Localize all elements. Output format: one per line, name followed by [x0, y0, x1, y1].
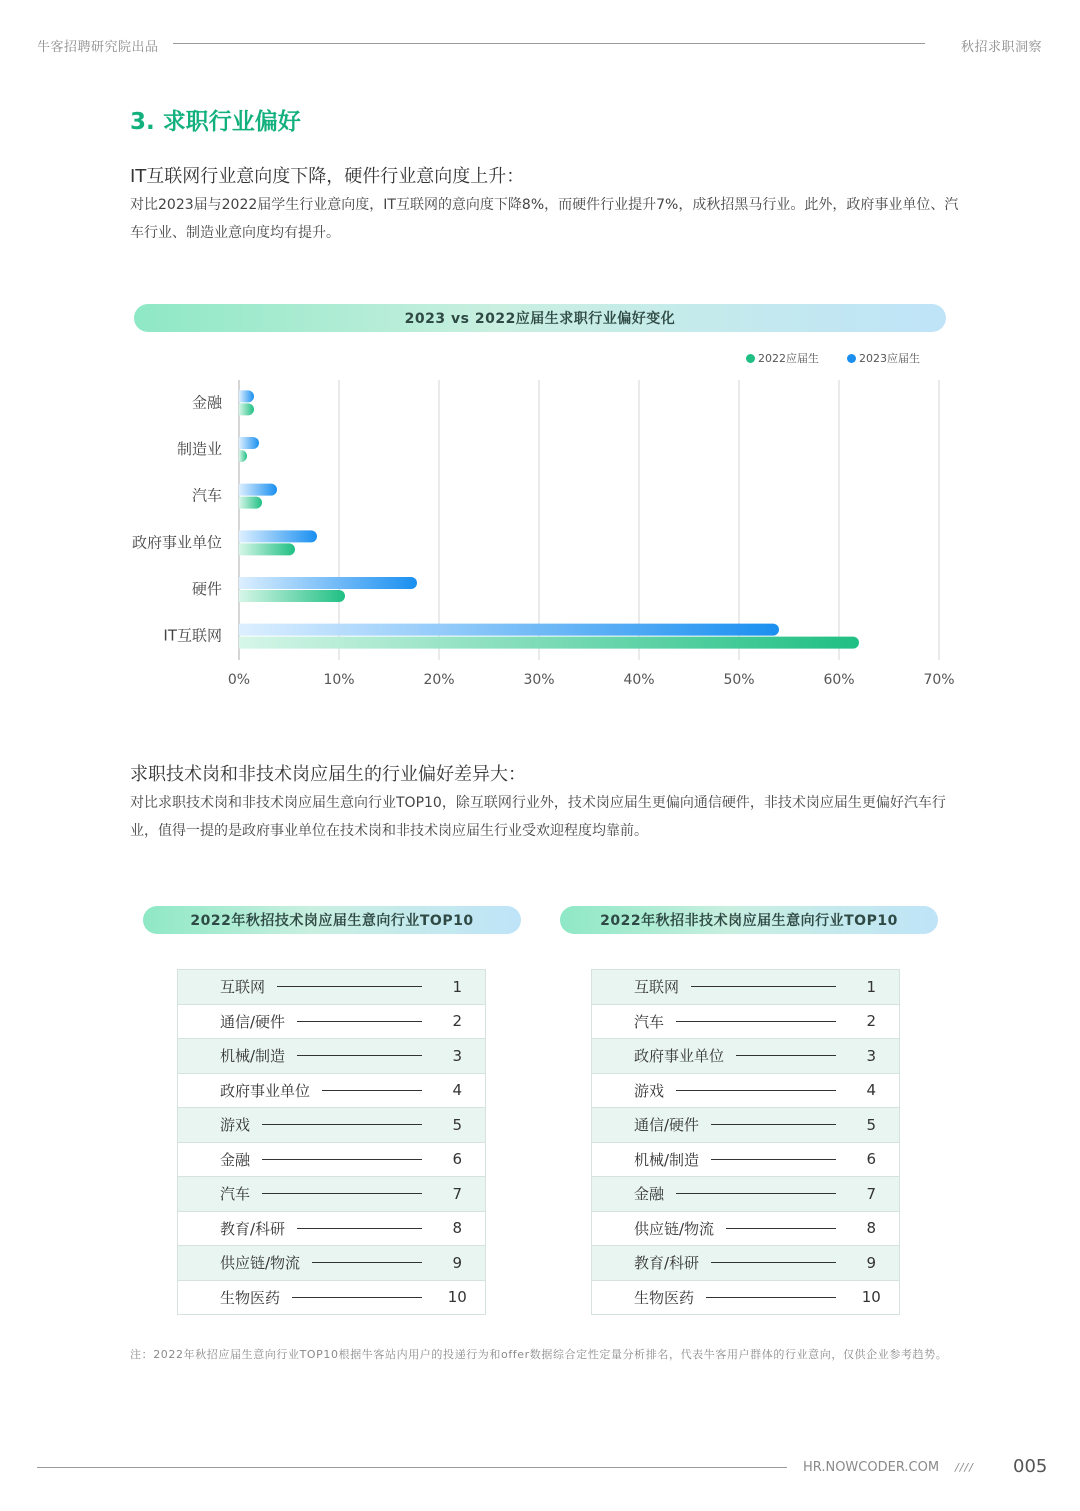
industry-name: 供应链/物流: [634, 1219, 715, 1238]
rank-value: 8: [844, 1211, 900, 1246]
table-row: [178, 1177, 486, 1212]
industry-cell: [592, 1004, 844, 1039]
table-row: [592, 1142, 900, 1177]
industry-name: 政府事业单位: [220, 1081, 311, 1100]
leader-line: [736, 1055, 835, 1056]
leader-line: [711, 1124, 835, 1125]
leader-line: [297, 1228, 421, 1229]
industry-cell: [178, 1246, 430, 1281]
rank-value: 1: [844, 970, 900, 1005]
table-row: [178, 1073, 486, 1108]
industry-name: 游戏: [634, 1081, 665, 1100]
industry-cell: [178, 1004, 430, 1039]
bar-2023: [239, 530, 317, 542]
leader-line: [322, 1090, 421, 1091]
report-publisher: 牛客招聘研究院出品: [37, 40, 159, 55]
leader-line: [262, 1124, 421, 1125]
rank-value: 6: [844, 1142, 900, 1177]
industry-cell: [178, 1211, 430, 1246]
table-row: [178, 1211, 486, 1246]
table-row: [592, 1177, 900, 1212]
industry-cell: [592, 1073, 844, 1108]
rank-value: 5: [430, 1108, 486, 1143]
industry-name: 教育/科研: [220, 1219, 286, 1238]
table-row: [592, 1211, 900, 1246]
leader-line: [262, 1159, 421, 1160]
industry-name: 汽车: [634, 1012, 665, 1031]
report-name: 秋招求职洞察: [960, 40, 1042, 55]
industry-name: 金融: [634, 1185, 665, 1204]
table-row: [178, 1004, 486, 1039]
table-row: [592, 970, 900, 1005]
page-number: 005: [1013, 1456, 1048, 1477]
table-row: [178, 1039, 486, 1074]
table-row: [178, 1246, 486, 1281]
leader-line: [297, 1021, 421, 1022]
bar-2022: [239, 637, 859, 649]
category-label: 汽车: [191, 486, 222, 505]
industry-cell: [592, 1108, 844, 1143]
category-label: 硬件: [191, 580, 222, 598]
table-row: [592, 1246, 900, 1281]
bar-2023: [239, 577, 417, 589]
footer-slashes: ////: [955, 1461, 974, 1474]
x-tick-label: 40%: [623, 672, 655, 688]
leader-line: [277, 986, 421, 987]
industry-name: 机械/制造: [634, 1150, 700, 1169]
rank-value: 6: [430, 1142, 486, 1177]
industry-cell: [592, 1246, 844, 1281]
table-row: [178, 970, 486, 1005]
leader-line: [312, 1262, 421, 1263]
industry-name: 游戏: [220, 1116, 251, 1135]
industry-cell: [592, 970, 844, 1005]
table-row: [178, 1108, 486, 1143]
industry-cell: [592, 1142, 844, 1177]
footer-divider: [37, 1467, 787, 1468]
bar-2023: [239, 484, 277, 496]
rank-value: 5: [844, 1108, 900, 1143]
industry-cell: [592, 1280, 844, 1315]
x-tick-label: 60%: [823, 672, 855, 688]
leader-line: [706, 1297, 835, 1298]
x-tick-label: 70%: [923, 672, 955, 688]
industry-cell: [178, 1108, 430, 1143]
industry-name: 教育/科研: [634, 1254, 700, 1273]
footnote: 注：2022年秋招应届生意向行业TOP10根据牛客站内用户的投递行为和offer数据综合定性定量分析排名，代表牛客用户群体的行业意向，仅供企业参考趋势。: [130, 1348, 948, 1361]
industry-name: 互联网: [634, 978, 680, 997]
rank-value: 10: [844, 1280, 900, 1315]
rank-value: 2: [844, 1004, 900, 1039]
footer-site: HR.NOWCODER.COM: [803, 1460, 940, 1475]
rank-value: 4: [844, 1073, 900, 1108]
industry-cell: [178, 1073, 430, 1108]
nontech-top10-table: [591, 969, 900, 1315]
chart-title: 2023 vs 2022应届生求职行业偏好变化: [134, 304, 946, 332]
bar-2022: [239, 497, 262, 509]
industry-cell: [178, 1039, 430, 1074]
rank-value: 3: [430, 1039, 486, 1074]
bar-2022: [239, 403, 254, 415]
table-row: [592, 1280, 900, 1315]
leader-line: [262, 1193, 421, 1194]
industry-name: 生物医药: [634, 1288, 695, 1307]
section-title: 3. 求职行业偏好: [130, 109, 301, 135]
block1-paragraph: 对比2023届与2022届学生行业意向度，IT互联网的意向度下降8%，而硬件行业提升7%，成秋招黑马行业。此外，政府事业单位、汽车行业、制造业意向度均有提升。: [130, 197, 959, 241]
industry-name: 通信/硬件: [220, 1012, 286, 1031]
bar-2023: [239, 624, 779, 636]
rank-value: 7: [844, 1177, 900, 1212]
leader-line: [297, 1055, 421, 1056]
x-tick-label: 10%: [323, 672, 355, 688]
table-row: [178, 1280, 486, 1315]
x-tick-label: 20%: [423, 672, 455, 688]
industry-name: 金融: [220, 1150, 251, 1169]
leader-line: [726, 1228, 835, 1229]
industry-cell: [592, 1039, 844, 1074]
industry-preference-bar-chart: [0, 0, 1080, 720]
industry-name: 通信/硬件: [634, 1116, 700, 1135]
tech-table-title: 2022年秋招技术岗应届生意向行业TOP10: [143, 906, 521, 934]
industry-cell: [592, 1177, 844, 1212]
table-row: [592, 1073, 900, 1108]
tech-top10-table: [177, 969, 486, 1315]
leader-line: [691, 986, 835, 987]
bar-2022: [239, 450, 247, 462]
rank-value: 10: [430, 1280, 486, 1315]
category-label: IT互联网: [163, 626, 222, 645]
nontech-table-title: 2022年秋招非技术岗应届生意向行业TOP10: [560, 906, 938, 934]
industry-name: 互联网: [220, 978, 266, 997]
rank-value: 2: [430, 1004, 486, 1039]
bar-2022: [239, 590, 345, 602]
table-row: [592, 1039, 900, 1074]
leader-line: [711, 1262, 835, 1263]
industry-cell: [178, 970, 430, 1005]
industry-name: 供应链/物流: [220, 1254, 301, 1273]
industry-cell: [178, 1280, 430, 1315]
leader-line: [676, 1193, 835, 1194]
rank-value: 7: [430, 1177, 486, 1212]
leader-line: [676, 1021, 835, 1022]
leader-line: [711, 1159, 835, 1160]
industry-name: 机械/制造: [220, 1047, 286, 1066]
rank-value: 8: [430, 1211, 486, 1246]
block1-subtitle: IT互联网行业意向度下降，硬件行业意向度上升：: [130, 166, 525, 187]
table-row: [592, 1108, 900, 1143]
x-tick-label: 50%: [723, 672, 755, 688]
bar-2022: [239, 543, 295, 555]
x-tick-label: 0%: [227, 672, 251, 688]
leader-line: [676, 1090, 835, 1091]
table-row: [178, 1142, 486, 1177]
rank-value: 4: [430, 1073, 486, 1108]
category-label: 政府事业单位: [131, 533, 222, 552]
x-tick-label: 30%: [523, 672, 555, 688]
rank-value: 3: [844, 1039, 900, 1074]
industry-name: 生物医药: [220, 1288, 281, 1307]
industry-cell: [592, 1211, 844, 1246]
legend-label-2022: 2022应届生: [758, 352, 819, 365]
bar-2023: [239, 390, 254, 402]
table-row: [592, 1004, 900, 1039]
industry-cell: [178, 1177, 430, 1212]
rank-value: 1: [430, 970, 486, 1005]
category-label: 金融: [191, 393, 222, 412]
rank-value: 9: [430, 1246, 486, 1281]
industry-name: 政府事业单位: [634, 1047, 725, 1066]
block2-paragraph: 对比求职技术岗和非技术岗应届生意向行业TOP10，除互联网行业外，技术岗应届生更偏向通信硬件，非技术岗应届生更偏好汽车行业，值得一提的是政府事业单位在技术岗和非技术岗应届生行业受欢迎程度均靠前。: [130, 795, 946, 839]
rank-value: 9: [844, 1246, 900, 1281]
category-label: 制造业: [176, 440, 222, 458]
block2-subtitle: 求职技术岗和非技术岗应届生的行业偏好差异大：: [130, 764, 526, 785]
industry-cell: [178, 1142, 430, 1177]
leader-line: [292, 1297, 421, 1298]
legend-label-2023: 2023应届生: [859, 352, 920, 365]
industry-name: 汽车: [220, 1185, 251, 1204]
bar-2023: [239, 437, 259, 449]
